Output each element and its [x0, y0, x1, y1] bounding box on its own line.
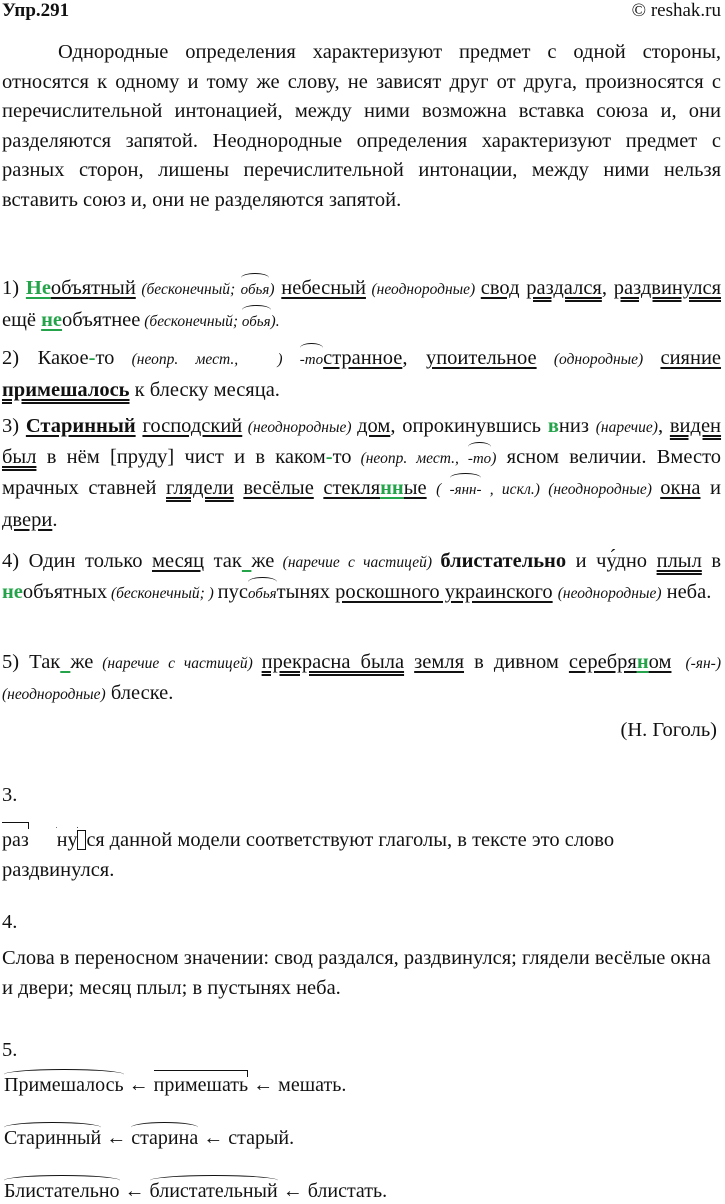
- predicate: прекрасна была: [261, 651, 405, 673]
- note: , искл.) (неоднородные): [481, 481, 661, 498]
- note: ): [491, 449, 497, 467]
- subject: окна: [660, 477, 701, 499]
- word: блистательно: [440, 550, 567, 572]
- word: стекля: [323, 477, 381, 499]
- word: господский: [142, 415, 243, 437]
- note: (неоднородные): [365, 281, 481, 298]
- word: Старинный: [25, 415, 136, 437]
- sentence-1: 1) Необъятный (бесконечный; обья) небесный (неоднородные) свод раздался, раздвинулся ещё необъятнее (бесконечный; обья).: [2, 274, 721, 337]
- arrow-left-icon: ←: [282, 1180, 303, 1202]
- base-word: старина: [131, 1127, 199, 1149]
- author-credit: (Н. Гоголь): [620, 719, 717, 741]
- note: (бесконечный;: [135, 281, 241, 298]
- predicate: раздвинулся: [613, 277, 722, 299]
- note: (наречие с частицей): [274, 554, 441, 571]
- note: ): [269, 281, 275, 298]
- word: весёлые: [243, 477, 314, 499]
- arrow-left-icon: ←: [106, 1127, 127, 1149]
- subject: дом: [357, 415, 391, 437]
- intro-paragraph: Однородные определения характеризуют предмет с одной стороны, относятся к одному и тому же слову, не зависят друг от друга, произносятся с перечислительной интонацией, между ними возможна вставка союза и, они разделяются запятой. Неоднородные определения характеризуют предмет с разных сторон, лишены перечислительной интонации, между ними нельзя вставить союз и, они не разделяются запятой.: [2, 41, 721, 211]
- note: (наречие): [595, 419, 658, 436]
- task-4-text: Слова в переносном значении: свод раздался, раздвинулся; глядели весёлые окна и двери; месяц плыл; в пустынях неба.: [2, 947, 711, 999]
- prefix-ne: не: [2, 580, 23, 603]
- note: (однородные): [536, 351, 661, 368]
- derived-word: Примешалось: [4, 1074, 124, 1096]
- derivation-row-1: [4, 1074, 346, 1097]
- predicate: плыл: [656, 550, 702, 572]
- word: ые: [403, 477, 427, 499]
- task-3-number: 3.: [2, 784, 18, 806]
- suffix-mark: ну: [57, 826, 78, 856]
- predicate: раздался: [526, 277, 602, 299]
- root-mark: обья: [248, 580, 277, 610]
- task-4-number: 4.: [2, 911, 18, 933]
- sentence-3: 3) Старинный господский (неоднородные) дом, опрокинувшись вниз (наречие), виден был в нём [пруду] чист и в каком-то (неопр. мест., -то) ясном величии. Вместо мрачных ставней глядели весёлые стеклянные ( -янн- , искл.) (неоднородные) окна и двери.: [2, 415, 722, 531]
- prefix-ne: не: [41, 308, 63, 331]
- note: (: [436, 481, 450, 498]
- derived-word: Блистательно: [4, 1180, 120, 1202]
- note: (неопр. мест.,: [114, 351, 256, 368]
- word: небесный: [281, 277, 366, 299]
- postfix-mark: ся: [86, 829, 105, 851]
- space-mark: [60, 651, 70, 673]
- sentence-2: 2) Какое-то (неопр. мест., ) -тостранное, упоительное (однородные) сияние примешалось к блеску месяца.: [2, 347, 722, 401]
- word: ом: [648, 651, 672, 673]
- hyphen-mark: -: [325, 445, 333, 468]
- root-mark: обья: [242, 308, 271, 338]
- source-word: блистать.: [307, 1180, 388, 1202]
- word: объятных: [22, 580, 108, 603]
- sentence-4: 4) Один только месяц так же (наречие с частицей) блистательно и чу́дно плыл в необъятных (бесконечный; ) пусобьятынях роскошного украинского (неоднородные) неба.: [2, 547, 721, 609]
- note: (-ян-)(неоднородные): [2, 655, 722, 703]
- subject: сияние: [660, 347, 722, 369]
- subject: двери: [2, 508, 53, 531]
- word: объятнее: [62, 308, 141, 331]
- page-header: [0, 0, 725, 26]
- predicate: глядели: [166, 477, 234, 499]
- prefix-mark: раз: [2, 826, 29, 856]
- word: странное: [323, 347, 403, 369]
- hyphen-mark: -: [88, 347, 96, 369]
- derivation-row-2: [4, 1127, 294, 1150]
- prefix-v: в: [547, 415, 559, 437]
- derived-word: Старинный: [4, 1127, 102, 1149]
- sentence-5: 5) Так же (наречие с частицей) прекрасна была земля в дивном серебряном (-ян-)(неоднородные) блеске.: [2, 651, 722, 704]
- space-mark: [242, 550, 252, 572]
- root-mark: -то: [468, 445, 491, 475]
- morpheme-model: [2, 829, 110, 851]
- root-mark: -то: [300, 346, 323, 376]
- source-word: мешать.: [278, 1074, 347, 1096]
- prefix-ne: Не: [25, 277, 51, 299]
- derivation-row-3: [4, 1180, 387, 1203]
- note: (неоднородные): [557, 584, 662, 602]
- double-n: нн: [380, 477, 404, 499]
- word: свод: [480, 277, 520, 299]
- root-mark: обья: [241, 276, 270, 306]
- single-n: н: [636, 651, 649, 673]
- site-credit: © reshak.ru: [631, 0, 721, 21]
- note: ): [277, 351, 300, 368]
- note: (наречие с частицей): [93, 655, 262, 672]
- note: (неопр. мест.,: [351, 449, 468, 467]
- arrow-left-icon: ←: [128, 1074, 149, 1096]
- arrow-left-icon: ←: [124, 1180, 145, 1202]
- word: роскошного украинского: [335, 580, 553, 603]
- subject: земля: [414, 651, 465, 673]
- base-word: примешать: [153, 1074, 249, 1096]
- base-word: блистательный: [149, 1180, 278, 1202]
- arrow-left-icon: ←: [203, 1127, 224, 1149]
- predicate: примешалось: [2, 378, 130, 401]
- note: (бесконечный;: [140, 312, 242, 330]
- exercise-title: Упр.291: [2, 0, 70, 21]
- note: (неоднородные): [242, 419, 358, 436]
- source-word: старый.: [228, 1127, 295, 1149]
- note: (бесконечный;: [107, 584, 209, 602]
- word: объятный: [50, 277, 136, 299]
- task-3-text: раз ну ся данной модели соответствуют глаголы, в тексте это слово раздвинулся.: [2, 826, 721, 885]
- note: ).: [270, 312, 280, 330]
- word: серебря: [568, 651, 637, 673]
- arrow-left-icon: ←: [253, 1074, 274, 1096]
- subject: месяц: [151, 550, 205, 572]
- predicate: виден был: [2, 415, 722, 468]
- root-mark: -янн-: [450, 476, 482, 506]
- word: упоительное: [425, 347, 537, 369]
- task-5-number: 5.: [2, 1039, 18, 1061]
